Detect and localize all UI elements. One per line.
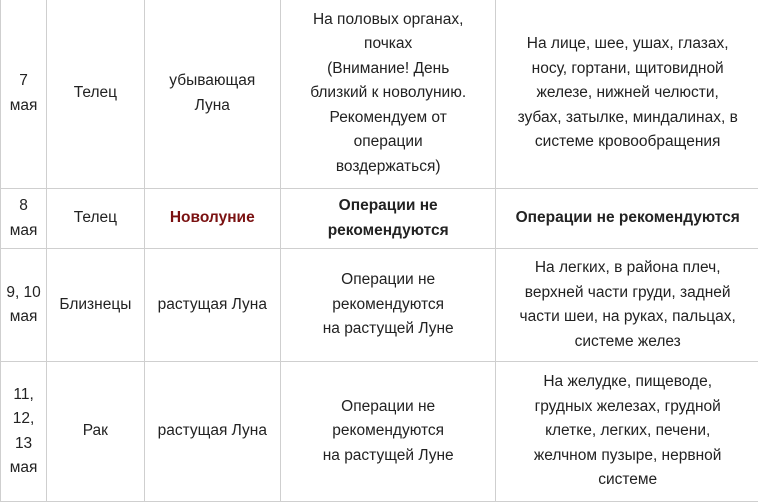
moon-phase-line: растущая Луна xyxy=(151,293,274,318)
body-parts-line: клетке, легких, печени, xyxy=(508,419,747,444)
zodiac-sign-cell xyxy=(47,362,144,502)
operations-line: рекомендуются xyxy=(295,219,481,244)
date-line: мая xyxy=(3,456,44,481)
table-row xyxy=(1,189,758,249)
zodiac-sign-cell xyxy=(47,249,144,362)
body-parts-line: зубах, затылке, миндалинах, в xyxy=(508,106,747,131)
operations-line: рекомендуются xyxy=(295,419,481,444)
body-parts-cell xyxy=(496,0,758,189)
body-parts-line: На легких, в района плеч, xyxy=(508,256,747,281)
operations-line: (Внимание! День xyxy=(295,57,481,82)
moon-phase-cell xyxy=(144,362,280,502)
date-line: 12, xyxy=(3,407,44,432)
zodiac-sign-text: Рак xyxy=(53,419,137,444)
operations-cell xyxy=(280,189,495,249)
date-line: 8 xyxy=(3,194,44,219)
body-parts-line: Операции не рекомендуются xyxy=(508,206,747,231)
date-line: 9, 10 xyxy=(3,281,44,306)
moon-phase-line: растущая Луна xyxy=(151,419,274,444)
moon-phase-line: убывающая xyxy=(151,69,274,94)
date-line: мая xyxy=(3,305,44,330)
body-parts-cell xyxy=(496,249,758,362)
body-parts-line: носу, гортани, щитовидной xyxy=(508,57,747,82)
operations-cell xyxy=(280,249,495,362)
operations-line: операции xyxy=(295,130,481,155)
operations-line: рекомендуются xyxy=(295,293,481,318)
body-parts-line: железе, нижней челюсти, xyxy=(508,81,747,106)
operations-line: На половых органах, xyxy=(295,8,481,33)
zodiac-sign-cell xyxy=(47,0,144,189)
date-cell xyxy=(1,0,47,189)
table-row xyxy=(1,362,758,502)
body-parts-line: На желудке, пищеводе, xyxy=(508,370,747,395)
moon-phase-cell xyxy=(144,0,280,189)
moon-phase-cell xyxy=(144,249,280,362)
zodiac-sign-cell xyxy=(47,189,144,249)
body-parts-line: части шеи, на руках, пальцах, xyxy=(508,305,747,330)
operations-line: воздержаться) xyxy=(295,155,481,180)
body-parts-line: желчном пузыре, нервной xyxy=(508,444,747,469)
operations-line: на растущей Луне xyxy=(295,317,481,342)
date-cell xyxy=(1,249,47,362)
table-row xyxy=(1,0,758,189)
body-parts-line: системе xyxy=(508,468,747,493)
operations-line: близкий к новолунию. xyxy=(295,81,481,106)
moon-phase-cell xyxy=(144,189,280,249)
zodiac-sign-text: Близнецы xyxy=(53,293,137,318)
date-line: мая xyxy=(3,94,44,119)
zodiac-sign-text: Телец xyxy=(53,81,137,106)
moon-phase-line: Луна xyxy=(151,94,274,119)
operations-line: Операции не xyxy=(295,268,481,293)
body-parts-cell xyxy=(496,362,758,502)
operations-line: Операции не xyxy=(295,395,481,420)
table-row xyxy=(1,249,758,362)
operations-line: почках xyxy=(295,32,481,57)
body-parts-line: На лице, шее, ушах, глазах, xyxy=(508,32,747,57)
date-line: 13 xyxy=(3,432,44,457)
date-cell xyxy=(1,189,47,249)
body-parts-line: системе желез xyxy=(508,330,747,355)
date-cell xyxy=(1,362,47,502)
zodiac-sign-text: Телец xyxy=(53,206,137,231)
body-parts-line: системе кровообращения xyxy=(508,130,747,155)
date-line: мая xyxy=(3,219,44,244)
body-parts-line: грудных железах, грудной xyxy=(508,395,747,420)
moon-phase-line: Новолуние xyxy=(151,206,274,231)
date-line: 11, xyxy=(3,383,44,408)
operations-line: Операции не xyxy=(295,194,481,219)
body-parts-line: верхней части груди, задней xyxy=(508,281,747,306)
date-line: 7 xyxy=(3,69,44,94)
table-body xyxy=(1,0,758,502)
operations-cell xyxy=(280,362,495,502)
operations-line: на растущей Луне xyxy=(295,444,481,469)
operations-line: Рекомендуем от xyxy=(295,106,481,131)
body-parts-cell xyxy=(496,189,758,249)
operations-cell xyxy=(280,0,495,189)
